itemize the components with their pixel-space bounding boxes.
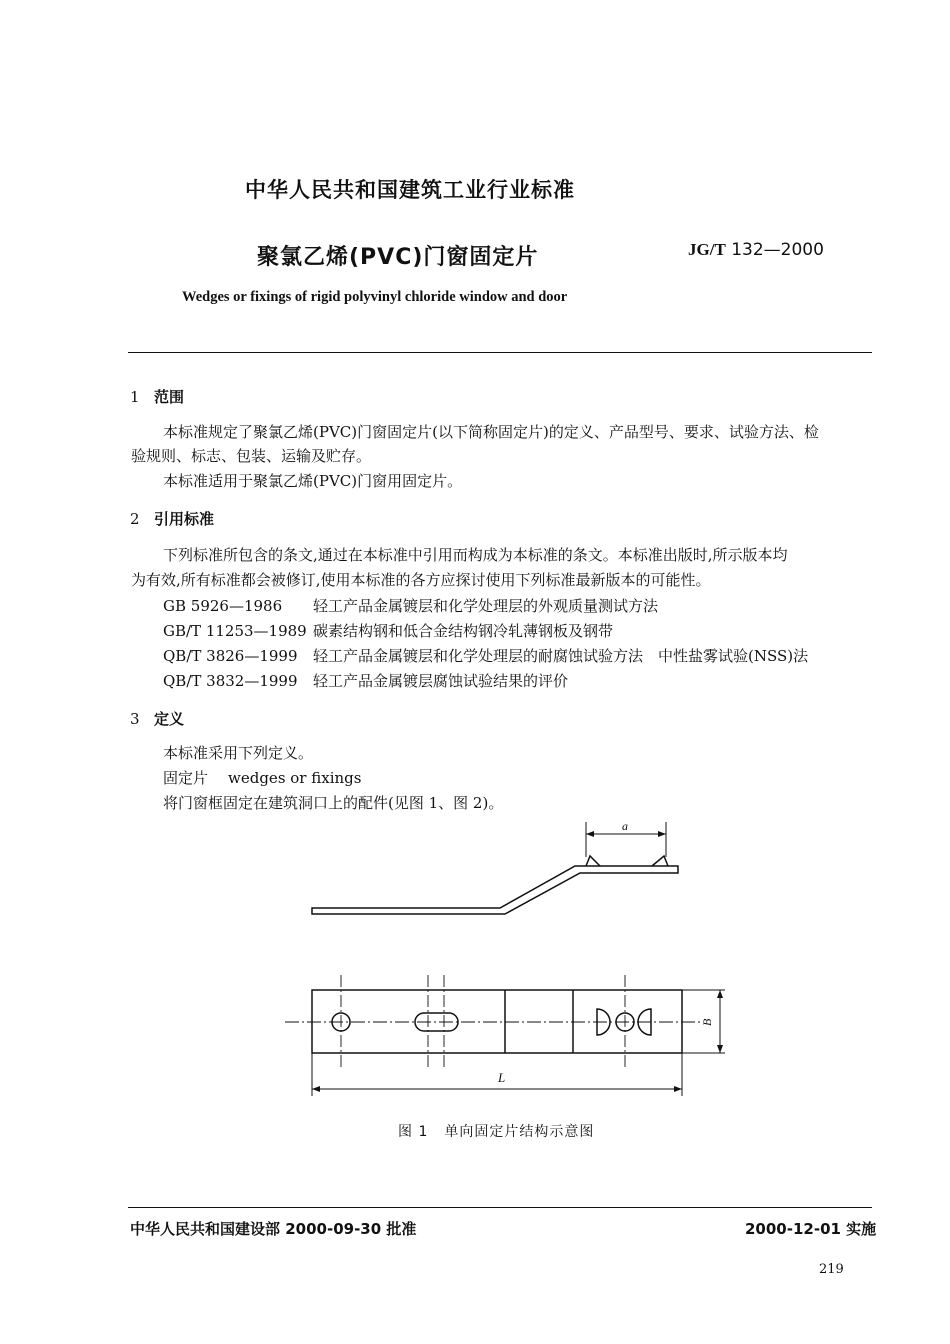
section-number: 3 xyxy=(130,710,140,728)
caption-number: 图 1 xyxy=(398,1124,429,1140)
english-title: Wedges or fixings of rigid polyvinyl chloride window and door xyxy=(182,289,568,305)
bump-left xyxy=(586,856,600,866)
reference-title: 碳素结构钢和低合金结构钢冷轧薄钢板及钢带 xyxy=(313,622,614,640)
footer-divider xyxy=(128,1207,872,1208)
reference-code: QB/T 3832—1999 xyxy=(163,672,298,690)
caption-text: 单向固定片结构示意图 xyxy=(444,1124,595,1140)
document-title: 聚氯乙烯(PVC)门窗固定片 xyxy=(257,245,539,270)
reference-title: 轻工产品金属镀层和化学处理层的耐腐蚀试验方法 中性盐雾试验(NSS)法 xyxy=(313,647,809,665)
section-2-para-line-1: 下列标准所包含的条文,通过在本标准中引用而构成为本标准的条文。本标准出版时,所示版本均 xyxy=(163,546,788,564)
term-en: wedges or fixings xyxy=(228,769,362,787)
section-title: 定义 xyxy=(154,710,185,728)
section-number: 1 xyxy=(130,388,140,406)
section-1-para-1-line-2: 验规则、标志、包装、运输及贮存。 xyxy=(131,447,372,465)
section-2-para-line-2: 为有效,所有标准都会被修订,使用本标准的各方应探讨使用下列标准最新版本的可能性。 xyxy=(131,571,711,589)
approval-date: 中华人民共和国建设部 2000-09-30 批准 xyxy=(130,1220,417,1238)
figure-1-caption xyxy=(398,1121,594,1141)
section-number: 2 xyxy=(130,510,140,528)
plan-view-plate xyxy=(312,990,682,1053)
dimension-L-label: L xyxy=(498,1070,506,1085)
page-number: 219 xyxy=(819,1262,844,1277)
strip-side-profile xyxy=(312,866,678,914)
reference-title: 轻工产品金属镀层腐蚀试验结果的评价 xyxy=(313,672,569,690)
section-1-para-2: 本标准适用于聚氯乙烯(PVC)门窗用固定片。 xyxy=(163,472,463,490)
section-title: 引用标准 xyxy=(154,510,215,528)
reference-code: QB/T 3826—1999 xyxy=(163,647,298,665)
definition-text: 将门窗框固定在建筑洞口上的配件(见图 1、图 2)。 xyxy=(163,794,504,812)
section-title: 范围 xyxy=(154,388,185,406)
reference-title: 轻工产品金属镀层和化学处理层的外观质量测试方法 xyxy=(313,597,659,615)
issuing-body-header: 中华人民共和国建筑工业行业标准 xyxy=(245,178,575,202)
reference-code: GB 5926—1986 xyxy=(163,597,283,615)
bump-right xyxy=(652,856,668,866)
standard-code-prefix: JG/T xyxy=(688,240,726,259)
reference-code: GB/T 11253—1989 xyxy=(163,622,307,640)
term-zh: 固定片 xyxy=(163,769,209,787)
section-3-para-1: 本标准采用下列定义。 xyxy=(163,744,314,762)
section-1-para-1-line-1: 本标准规定了聚氯乙烯(PVC)门窗固定片(以下简称固定片)的定义、产品型号、要求、试验方法、检 xyxy=(163,423,819,441)
standard-code-number: 132—2000 xyxy=(731,240,824,260)
dimension-a-label: a xyxy=(622,819,628,833)
dimension-B-label: B xyxy=(700,1018,714,1026)
implementation-date: 2000-12-01 实施 xyxy=(745,1220,877,1238)
